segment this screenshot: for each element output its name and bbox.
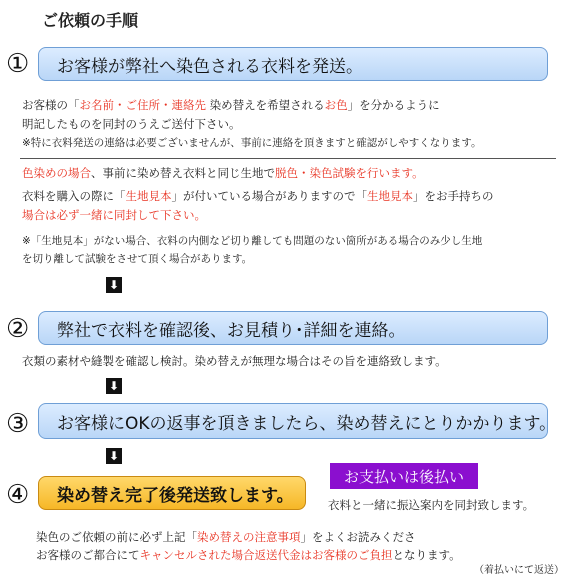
- step-1-line-2: 明記したものを同封のうえご送付下さい。: [22, 117, 241, 131]
- step-1-line-4: 色染めの場合、事前に染め替え衣料と同じ生地で脱色・染色試験を行います。: [22, 166, 424, 180]
- address-highlight: ご住所: [125, 98, 160, 112]
- step-1-label: お客様が弊社へ染色される衣料を発送。: [57, 56, 363, 77]
- step-3-number: ③: [6, 409, 30, 439]
- step-2-line-1: 衣類の素材や縫製を確認し検討。染め替えが無理な場合はその旨を連絡致します。: [22, 354, 447, 368]
- step-2-number: ②: [6, 314, 30, 344]
- step-1-number: ①: [6, 49, 30, 79]
- step-1-line-6: 場合は必ず一緒に同封して下さい。: [22, 208, 206, 222]
- footer-line-2: お客様のご都合にてキャンセルされた場合返送代金はお客様のご負担となります。: [36, 548, 461, 562]
- page-title: ご依頼の手順: [42, 11, 139, 30]
- payment-badge: お支払いは後払い: [330, 463, 478, 489]
- down-arrow-icon: ⬇: [106, 277, 122, 293]
- step-4-number: ④: [6, 480, 30, 510]
- down-arrow-icon: ⬇: [106, 378, 122, 394]
- step-3-box: [38, 403, 557, 439]
- color-highlight: お色: [324, 98, 348, 112]
- contact-highlight: 連絡先: [171, 98, 206, 112]
- down-arrow-icon: ⬇: [106, 448, 122, 464]
- step-2-label: 弊社で衣料を確認後、お見積り･詳細を連絡。: [57, 320, 406, 341]
- step-1-line-7: ※「生地見本」がない場合、衣料の内側など切り離しても問題のない箇所がある場合のみ少し生地: [22, 235, 483, 247]
- step-1-line-8: を切り離して試験をさせて頂く場合があります。: [22, 253, 253, 265]
- step-4-box: [38, 476, 306, 510]
- step-4-label: 染め替え完了後発送致します。: [57, 485, 294, 506]
- divider: [20, 158, 556, 159]
- step-3-label: お客様にOKの返事を頂きましたら、染め替えにとりかかります。: [57, 413, 557, 434]
- step-2-box: [38, 311, 548, 345]
- step-1-note: ※特に衣料発送の連絡は必要ございませんが、事前に連絡を頂きますと確認がしやすくなります。: [22, 137, 482, 149]
- payment-note: 衣料と一緒に振込案内を同封致します。: [328, 498, 535, 512]
- step-1-box: [38, 47, 548, 81]
- footer-note: （着払いにて返送）: [474, 565, 564, 576]
- step-1-line-1: お客様の「お名前・ご住所・連絡先 染め替えを希望されるお色」を分かるように: [22, 98, 440, 112]
- name-highlight: お名前: [79, 98, 114, 112]
- footer-line-1: 染色のご依頼の前に必ず上記「染め替えの注意事項」をよくお読みくださ: [36, 530, 416, 544]
- step-1-line-5: 衣料を購入の際に「生地見本」が付いている場合がありますので「生地見本」をお手持ちの: [22, 189, 494, 203]
